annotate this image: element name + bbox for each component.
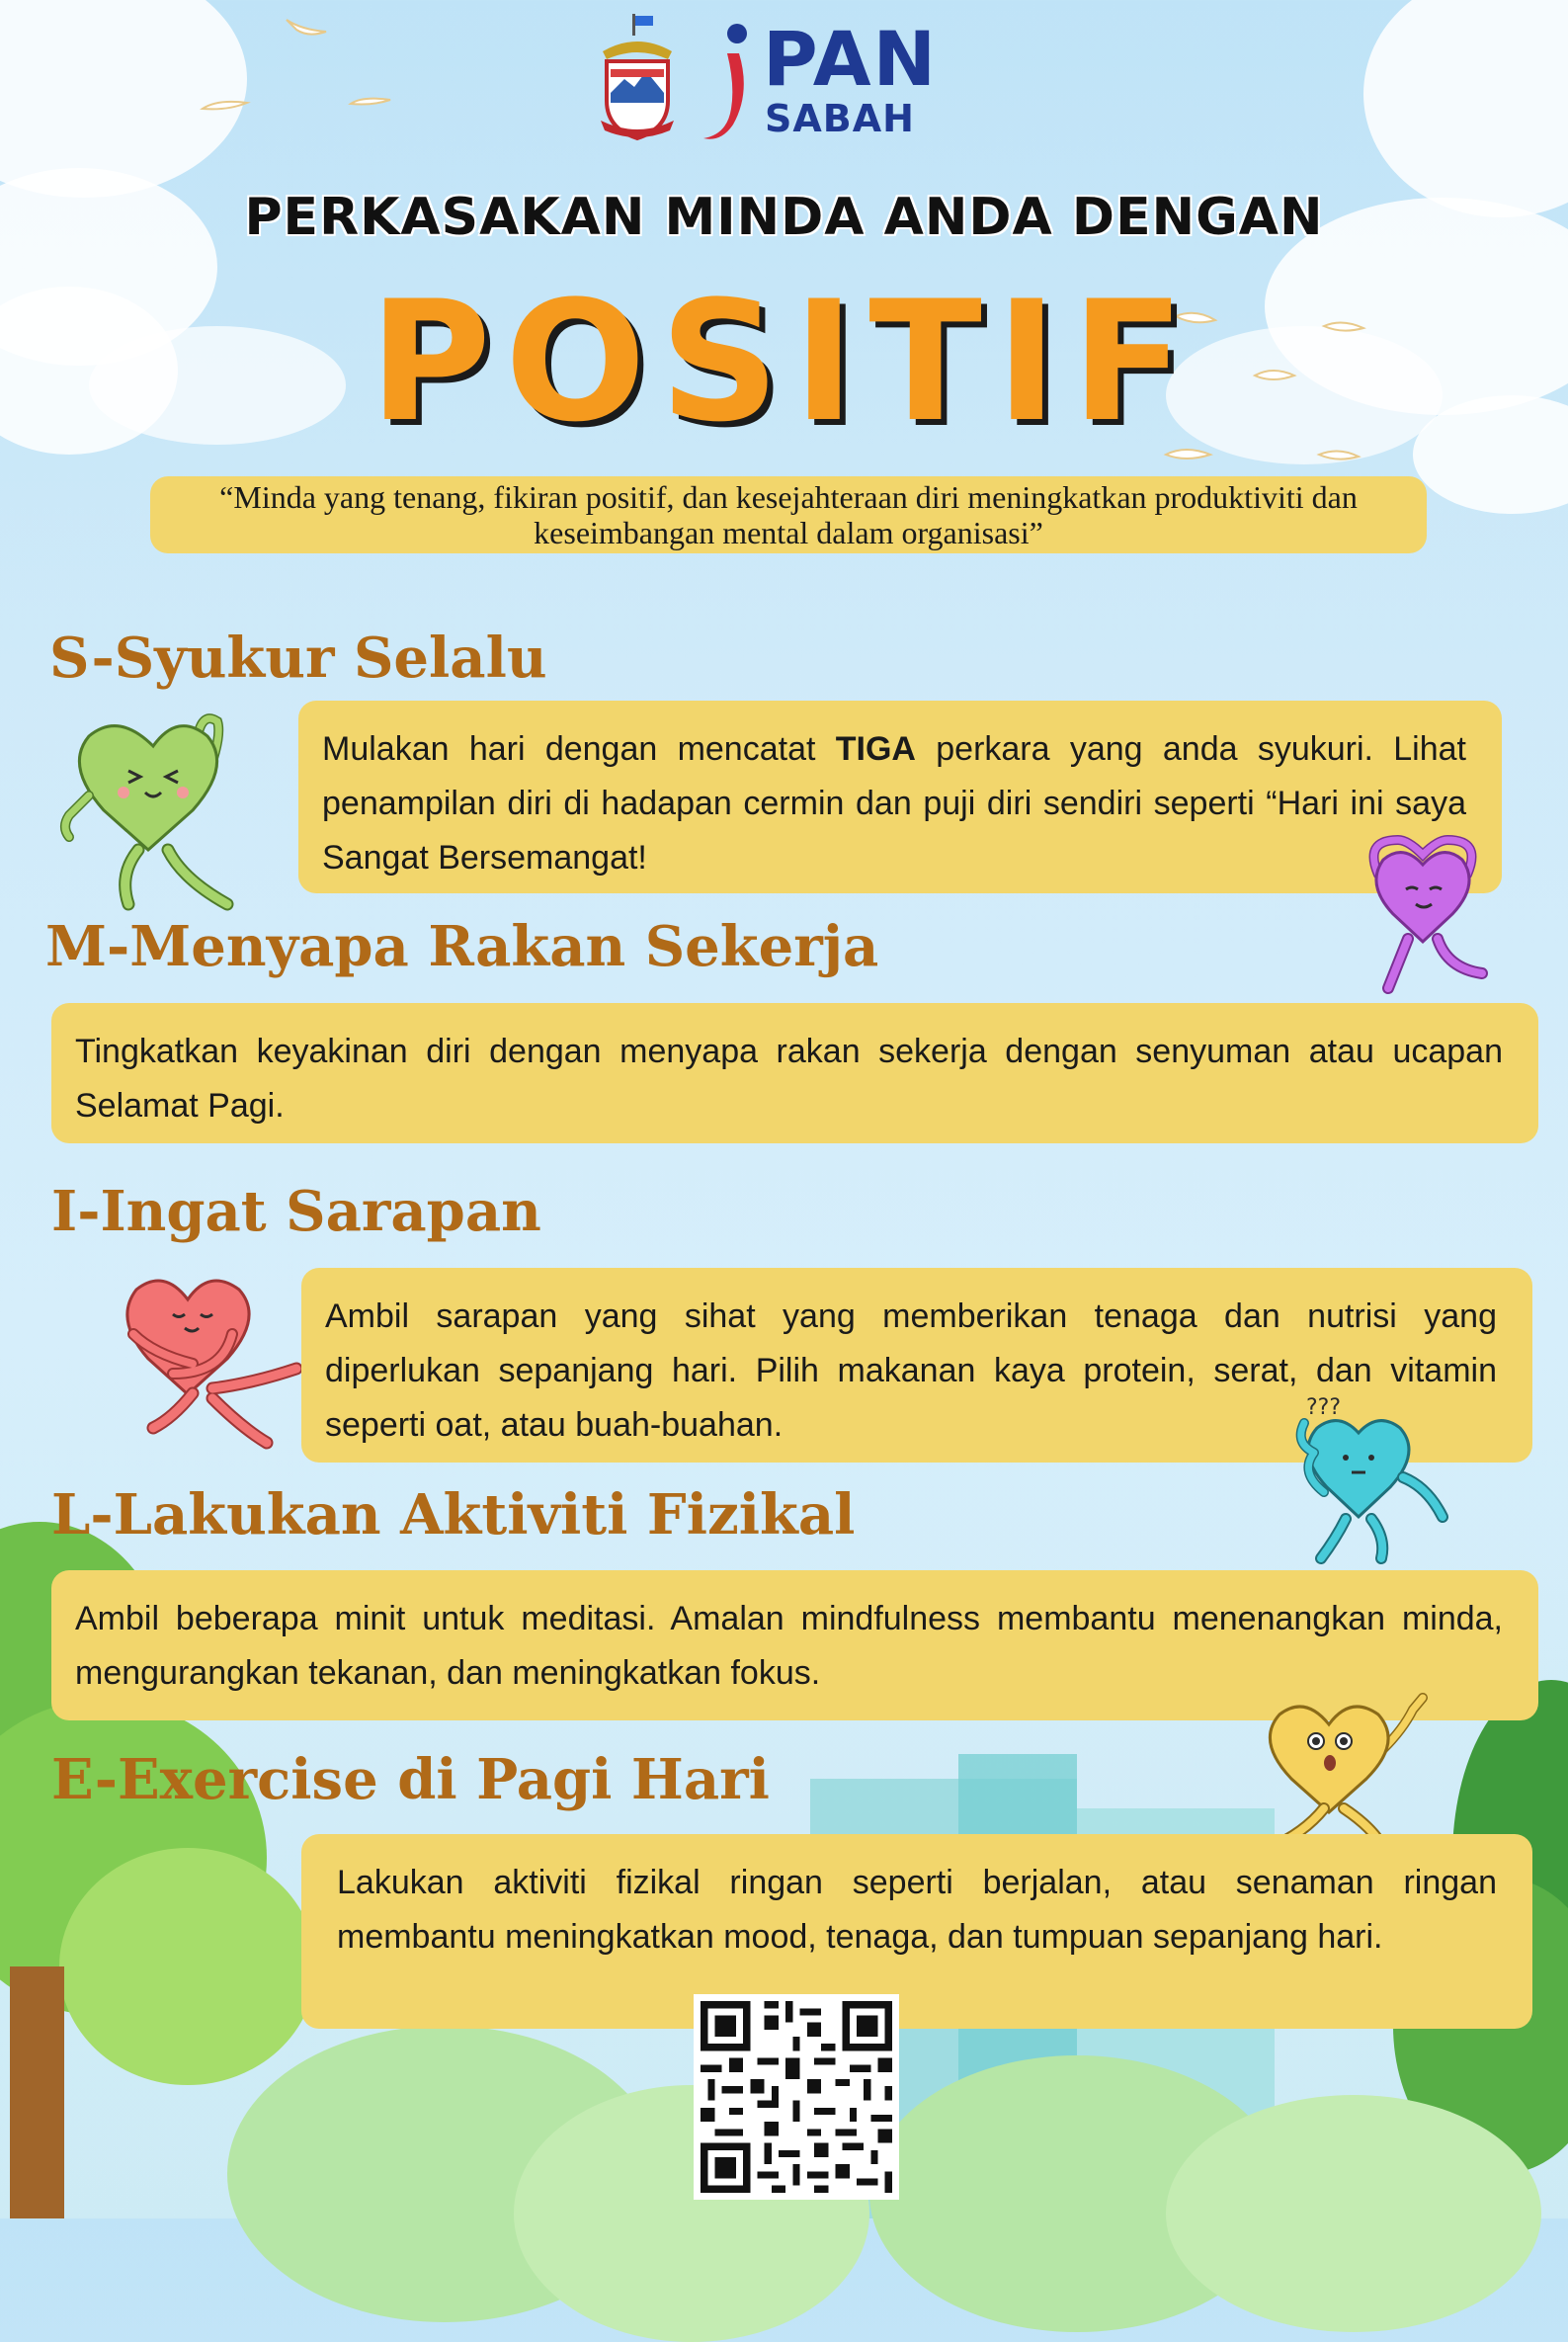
purple-heart-mascot-icon — [1349, 835, 1497, 1003]
sabah-crest-logo — [593, 12, 682, 145]
red-heart-mascot-icon — [104, 1265, 301, 1453]
section-s-text-pre: Mulakan hari dengan mencatat — [322, 730, 836, 768]
section-i-text: Ambil sarapan yang sihat yang memberikan tenaga dan nutrisi yang diperlukan sepanjang hari. Pilih makanan kaya protein, serat, dan vitamin seperti oat, atau buah-buahan. — [325, 1297, 1497, 1444]
sabah-logo-text: SABAH — [765, 97, 915, 140]
quote-box — [150, 476, 1427, 553]
pan-logo-text: PAN — [763, 15, 939, 103]
section-e-box — [301, 1834, 1532, 2029]
birds-left — [188, 0, 405, 128]
section-m-text: Tingkatkan keyakinan diri dengan menyapa rakan sekerja dengan senyuman atau ucapan Selamat Pagi. — [75, 1033, 1503, 1125]
logo-group — [593, 12, 988, 140]
section-l-text: Ambil beberapa minit untuk meditasi. Amalan mindfulness membantu menenangkan minda, mengurangkan tekanan, dan meningkatkan fokus. — [75, 1600, 1503, 1692]
blue-heart-mascot-icon — [1284, 1408, 1452, 1566]
pan-swoosh-logo — [700, 20, 769, 143]
section-e-title: E-Exercise di Pagi Hari — [51, 1747, 770, 1812]
section-s-box — [298, 701, 1502, 893]
section-s-title: S-Syukur Selalu — [49, 626, 547, 691]
section-s-text-post: perkara yang anda syukuri. Lihat penampilan diri di hadapan cermin dan puji diri sendiri seperti “Hari ini saya Sangat Bersemangat! — [322, 730, 1466, 877]
section-l-title: L-Lakukan Aktiviti Fizikal — [51, 1482, 856, 1547]
section-m-title: M-Menyapa Rakan Sekerja — [45, 914, 879, 979]
qr-code-icon[interactable] — [694, 1994, 899, 2200]
headline: PERKASAKAN MINDA ANDA DENGAN — [244, 188, 1324, 247]
question-marks: ??? — [1306, 1395, 1342, 1420]
positif-title: POSITIF — [369, 265, 1199, 459]
section-s-text-bold: TIGA — [835, 730, 916, 768]
section-m-box — [51, 1003, 1538, 1143]
quote-text: “Minda yang tenang, fikiran positif, dan kesejahteraan diri meningkatkan produktiviti dan keseimbangan mental dalam organisasi” — [219, 479, 1358, 550]
section-i-title: I-Ingat Sarapan — [51, 1179, 541, 1244]
green-heart-mascot-icon — [49, 702, 262, 914]
section-e-text: Lakukan aktiviti fizikal ringan seperti berjalan, atau senaman ringan membantu meningkatkan mood, tenaga, dan tumpuan sepanjang hari. — [337, 1864, 1497, 1956]
